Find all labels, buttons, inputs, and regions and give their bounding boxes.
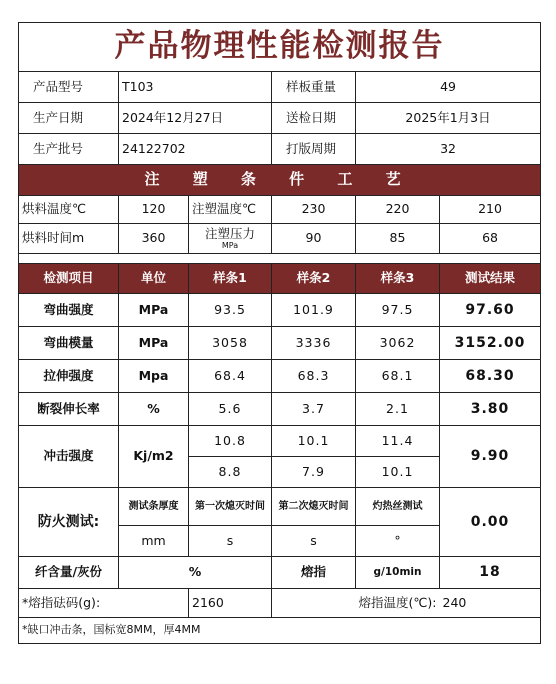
fiber-unit: % <box>119 557 272 589</box>
footer-temp-value: 240 <box>440 589 541 618</box>
header-sample-2: 样条2 <box>272 264 356 294</box>
dry-time-value: 360 <box>119 224 189 254</box>
weight-value: 49 <box>356 72 541 103</box>
send-date-label: 送检日期 <box>272 103 356 134</box>
fire-col1-label: 测试条厚度 <box>119 488 189 526</box>
impact-result: 9.90 <box>440 426 541 488</box>
melt-label: 熔指 <box>272 557 356 589</box>
fire-name: 防火测试: <box>19 488 119 557</box>
test-result: 68.30 <box>440 360 541 393</box>
cycle-label: 打版周期 <box>272 134 356 165</box>
test-row <box>19 360 541 393</box>
fire-col3-label: 第二次熄灭时间 <box>272 488 356 526</box>
test-sample-3: 97.5 <box>356 294 440 327</box>
footer-weight-label: *熔指砝码(g): <box>19 589 189 618</box>
process-band: 注 塑 条 件 工 艺 <box>19 165 541 196</box>
fire-col1-unit: mm <box>119 526 189 557</box>
test-sample-1: 3058 <box>189 327 272 360</box>
footer-note: *缺口冲击条，国标宽8MM，厚4MM <box>19 618 541 644</box>
test-row <box>19 294 541 327</box>
inj-temp-value-3: 210 <box>440 196 541 224</box>
inj-temp-label: 注塑温度℃ <box>189 196 272 224</box>
report-table <box>18 22 541 644</box>
test-row <box>19 327 541 360</box>
fire-result: 0.00 <box>440 488 541 557</box>
fire-col4-label: 灼热丝测试 <box>356 488 440 526</box>
fiber-name: 纤含量/灰份 <box>19 557 119 589</box>
test-sample-3: 68.1 <box>356 360 440 393</box>
inj-pressure-value-2: 85 <box>356 224 440 254</box>
test-sample-3: 2.1 <box>356 393 440 426</box>
footer-temp-label: 熔指温度(℃): <box>272 589 440 618</box>
impact-r2-sample-2: 7.9 <box>272 457 356 488</box>
model-value: T103 <box>119 72 272 103</box>
impact-unit: Kj/m2 <box>119 426 189 488</box>
impact-r2-sample-1: 8.8 <box>189 457 272 488</box>
test-unit: MPa <box>119 294 189 327</box>
test-result: 3.80 <box>440 393 541 426</box>
batch-value: 24122702 <box>119 134 272 165</box>
dry-temp-label: 烘料温度℃ <box>19 196 119 224</box>
inj-temp-value-2: 220 <box>356 196 440 224</box>
test-unit: Mpa <box>119 360 189 393</box>
spacer-row <box>19 254 541 264</box>
fire-col2-unit: s <box>189 526 272 557</box>
test-sample-2: 3.7 <box>272 393 356 426</box>
fire-col4-unit: ° <box>356 526 440 557</box>
impact-name: 冲击强度 <box>19 426 119 488</box>
test-sample-3: 3062 <box>356 327 440 360</box>
header-sample-1: 样条1 <box>189 264 272 294</box>
prod-date-value: 2024年12月27日 <box>119 103 272 134</box>
test-sample-2: 68.3 <box>272 360 356 393</box>
test-sample-1: 93.5 <box>189 294 272 327</box>
model-label: 产品型号 <box>19 72 119 103</box>
melt-unit: g/10min <box>356 557 440 589</box>
melt-value: 18 <box>440 557 541 589</box>
report-sheet <box>18 22 540 644</box>
header-item: 检测项目 <box>19 264 119 294</box>
cycle-value: 32 <box>356 134 541 165</box>
inj-pressure-value-1: 90 <box>272 224 356 254</box>
inj-temp-value-1: 230 <box>272 196 356 224</box>
impact-r2-sample-3: 10.1 <box>356 457 440 488</box>
fire-col3-unit: s <box>272 526 356 557</box>
test-name: 弯曲模量 <box>19 327 119 360</box>
inj-pressure-value-3: 68 <box>440 224 541 254</box>
inj-pressure-unit: MPa <box>221 241 239 251</box>
impact-r1-sample-3: 11.4 <box>356 426 440 457</box>
test-sample-2: 3336 <box>272 327 356 360</box>
batch-label: 生产批号 <box>19 134 119 165</box>
header-sample-3: 样条3 <box>356 264 440 294</box>
report-title: 产品物理性能检测报告 <box>19 23 541 72</box>
test-unit: MPa <box>119 327 189 360</box>
send-date-value: 2025年1月3日 <box>356 103 541 134</box>
test-name: 拉伸强度 <box>19 360 119 393</box>
dry-time-label: 烘料时间m <box>19 224 119 254</box>
inj-pressure-label: 注塑压力 <box>204 225 255 241</box>
test-sample-1: 68.4 <box>189 360 272 393</box>
weight-label: 样板重量 <box>272 72 356 103</box>
inj-pressure-cell <box>189 224 272 254</box>
fire-col2-label: 第一次熄灭时间 <box>189 488 272 526</box>
dry-temp-value: 120 <box>119 196 189 224</box>
test-result: 97.60 <box>440 294 541 327</box>
test-result: 3152.00 <box>440 327 541 360</box>
footer-weight-value: 2160 <box>189 589 272 618</box>
impact-r1-sample-1: 10.8 <box>189 426 272 457</box>
test-unit: % <box>119 393 189 426</box>
test-sample-2: 101.9 <box>272 294 356 327</box>
header-unit: 单位 <box>119 264 189 294</box>
test-name: 弯曲强度 <box>19 294 119 327</box>
impact-r1-sample-2: 10.1 <box>272 426 356 457</box>
prod-date-label: 生产日期 <box>19 103 119 134</box>
test-name: 断裂伸长率 <box>19 393 119 426</box>
test-row <box>19 393 541 426</box>
header-result: 测试结果 <box>440 264 541 294</box>
test-sample-1: 5.6 <box>189 393 272 426</box>
